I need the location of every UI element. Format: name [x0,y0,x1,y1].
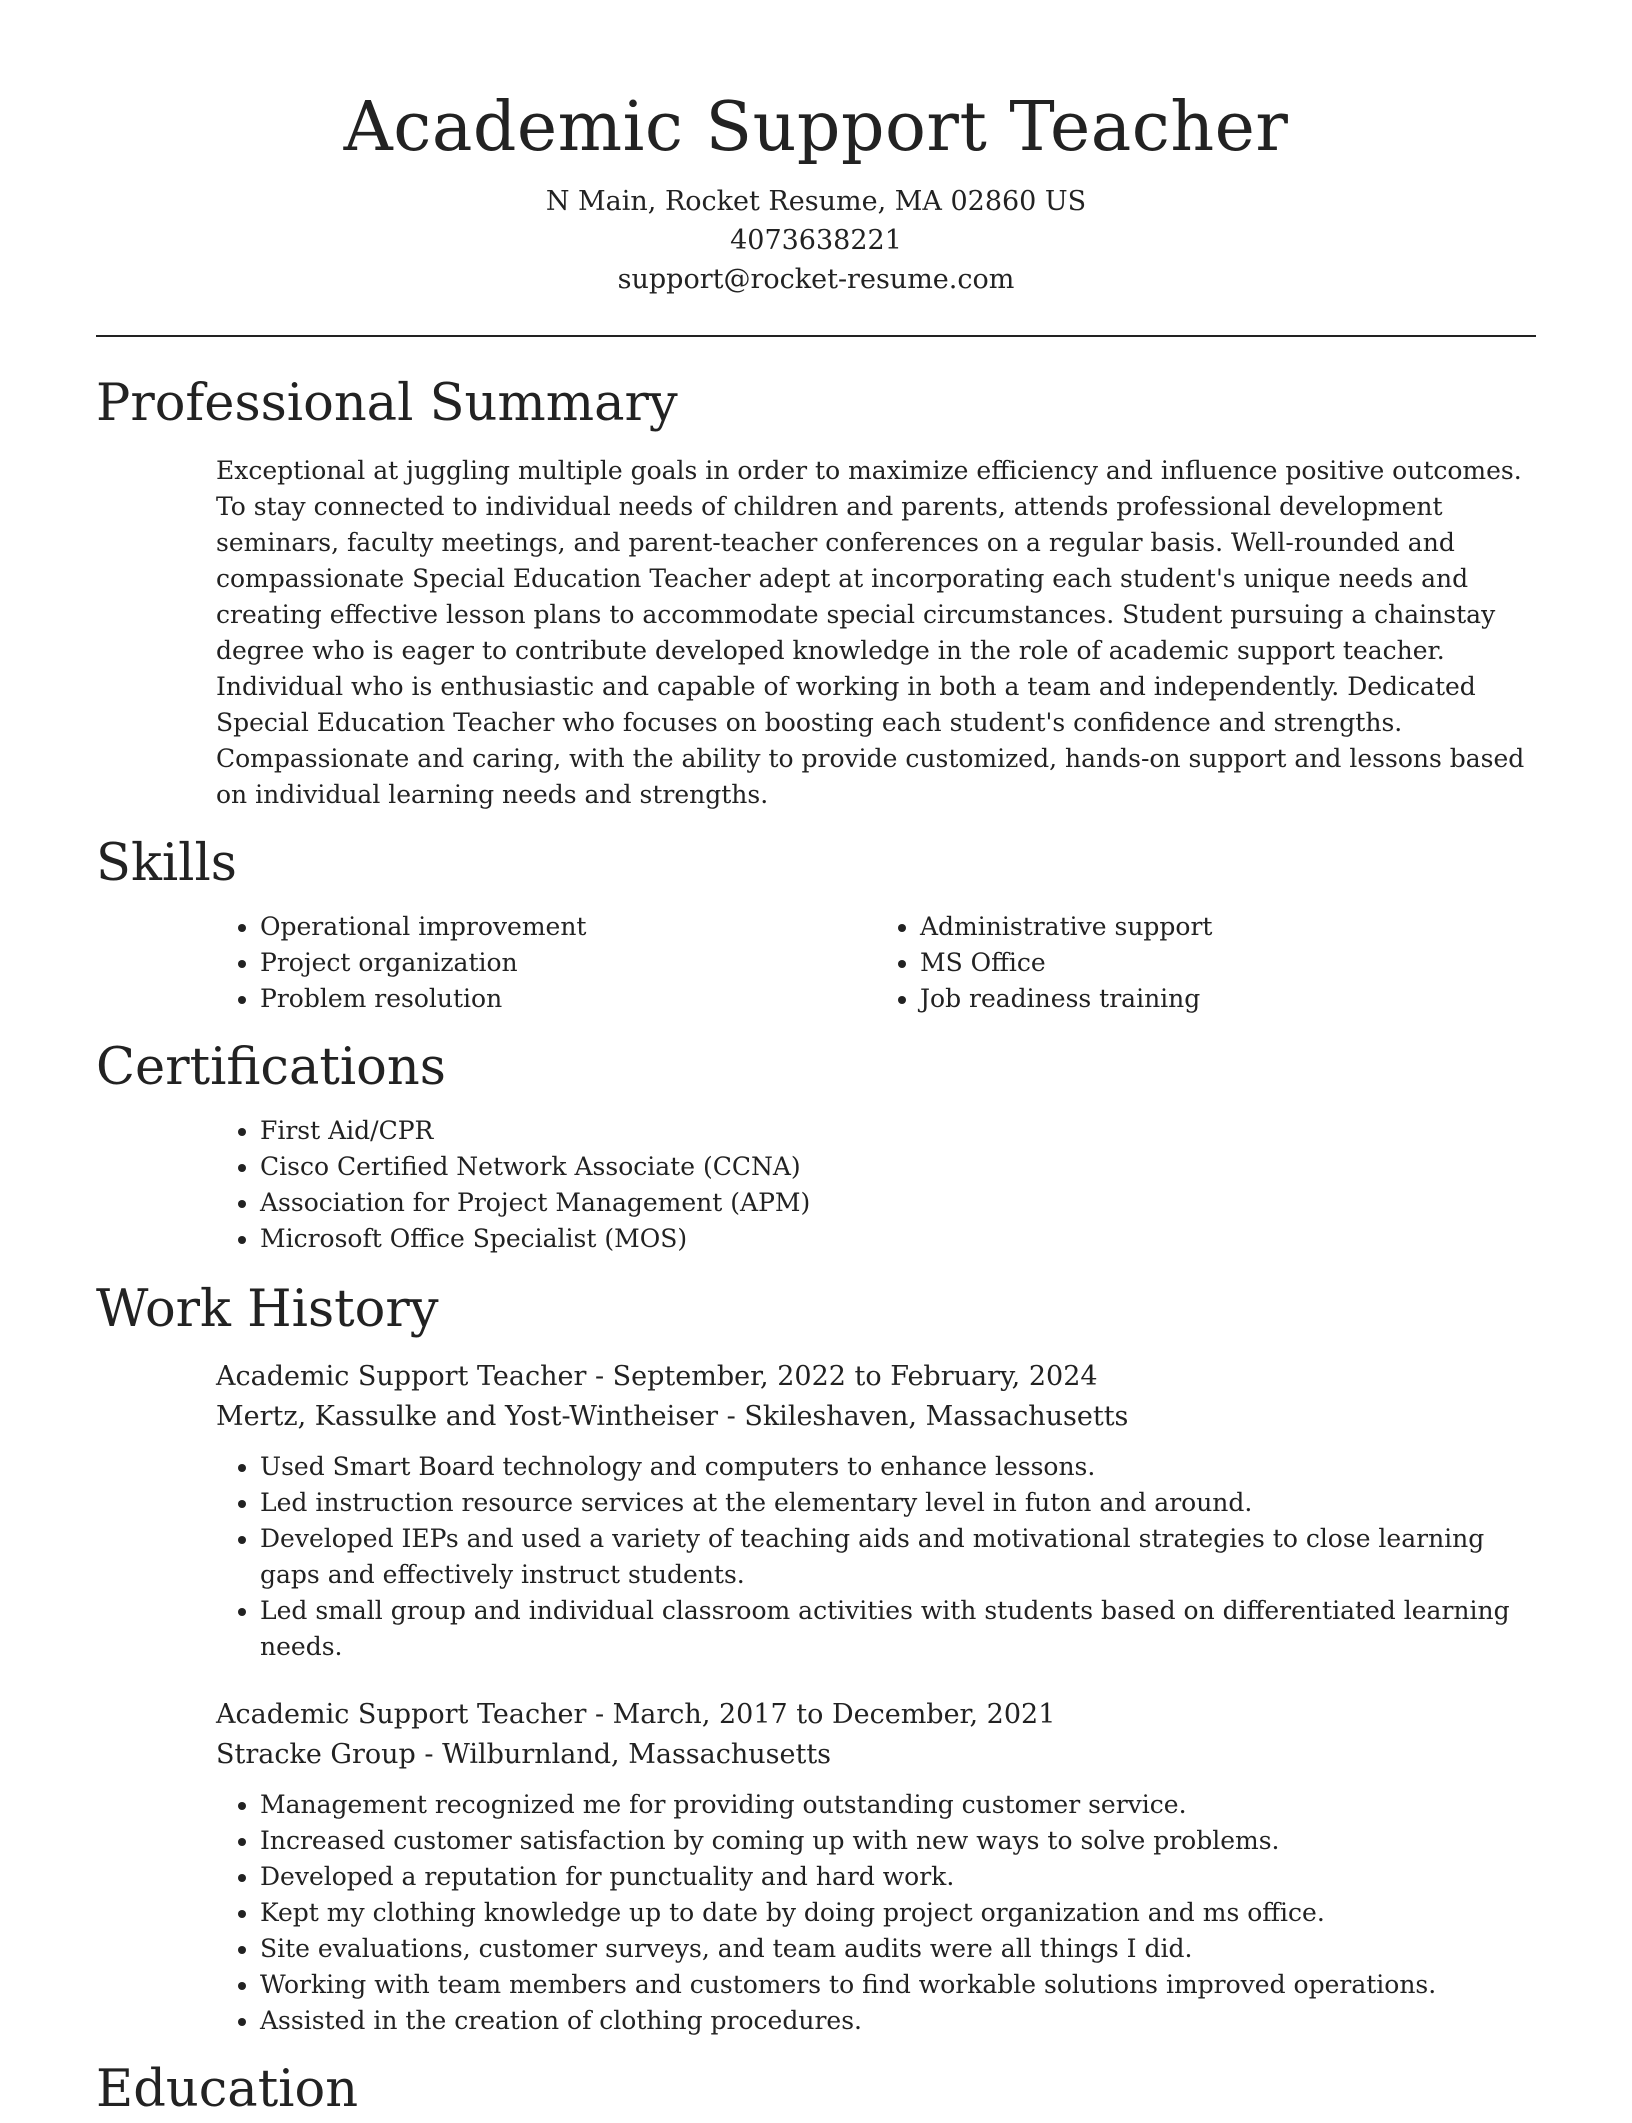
list-item: • MS Office [920,945,1536,981]
list-item: • Project organization [260,945,876,981]
job-company-line [216,1735,1536,1775]
certifications-title: Certifications [96,1038,446,1097]
skills-right-list [876,909,1536,1017]
job-company-line [216,1397,1536,1437]
separator: - [586,1361,613,1392]
certifications-section [96,1035,1536,1257]
job-company: Mertz, Kassulke and Yost-Wintheiser [216,1401,719,1432]
list-item: • Site evaluations, customer surveys, and team audits were all things I did. [260,1931,1536,1967]
list-item: • Operational improvement [260,909,876,945]
phone: 4073638221 [730,225,902,256]
education-title: Education [96,2060,359,2119]
list-item: • First Aid/CPR [260,1113,1536,1149]
job-dates: March, 2017 to December, 2021 [612,1699,1056,1730]
skills-columns [216,909,1536,1017]
list-item: • Job readiness training [920,981,1536,1017]
skills-left-list [216,909,876,1017]
work-history-section [96,1277,1536,2039]
education-section [96,2057,1536,2123]
job-dates: September, 2022 to February, 2024 [612,1361,1098,1392]
list-item: • Cisco Certified Network Associate (CCNA) [260,1149,1536,1185]
summary-title: Professional Summary [96,374,678,433]
list-item: • Microsoft Office Specialist (MOS) [260,1221,1536,1257]
job-entry [216,1357,1536,1665]
email: support@rocket-resume.com [617,264,1015,295]
job-company: Stracke Group [216,1739,416,1770]
certifications-list [216,1113,1536,1257]
list-item: • Association for Project Management (APM) [260,1185,1536,1221]
list-item: • Led instruction resource services at the elementary level in futon and around. [260,1485,1536,1521]
list-item: • Used Smart Board technology and computers to enhance lessons. [260,1449,1536,1485]
job-role: Academic Support Teacher [216,1699,587,1730]
resume-page [96,0,1536,2123]
list-item: • Increased customer satisfaction by coming up with new ways to solve problems. [260,1823,1536,1859]
separator: - [586,1699,613,1730]
list-item: • Developed a reputation for punctuality and hard work. [260,1859,1536,1895]
separator: - [415,1739,443,1770]
job-location: Wilburnland, Massachusetts [442,1739,832,1770]
job-bullets [96,1449,1536,1665]
list-item: • Developed IEPs and used a variety of teaching aids and motivational strategies to close learning gaps and effectively instruct students. [260,1521,1536,1593]
list-item: • Kept my clothing knowledge up to date by doing project organization and ms office. [260,1895,1536,1931]
address: N Main, Rocket Resume, MA 02860 US [545,186,1087,217]
candidate-name: Academic Support Teacher [343,88,1289,167]
work-history-title: Work History [96,1280,439,1339]
skills-title: Skills [96,834,237,893]
job-role: Academic Support Teacher [216,1361,587,1392]
list-item: • Assisted in the creation of clothing procedures. [260,2003,1536,2039]
separator: - [718,1401,745,1432]
job-title-line [216,1357,1536,1397]
skills-section [96,831,1536,1017]
list-item: • Management recognized me for providing outstanding customer service. [260,1787,1536,1823]
summary-section [96,371,1536,813]
job-location: Skileshaven, Massachusetts [744,1401,1129,1432]
list-item: • Administrative support [920,909,1536,945]
job-entry [216,1695,1536,2039]
list-item: • Working with team members and customers to find workable solutions improved operations. [260,1967,1536,2003]
list-item: • Led small group and individual classroom activities with students based on differentiated learning needs. [260,1593,1536,1665]
job-bullets [96,1787,1536,2039]
resume-header [96,0,1536,299]
job-title-line [216,1695,1536,1735]
list-item: • Problem resolution [260,981,876,1017]
header-divider [96,335,1536,337]
contact-info [96,182,1536,299]
summary-text: Exceptional at juggling multiple goals in order to maximize efficiency and influence positive outcomes. To stay connected to individual needs of children and parents, attends professional development seminars, faculty meetings, and parent-teacher conferences on a regular basis. Well-rounded and compassionate Special Education Teacher adept at incorporating each student's unique needs and creating effective lesson plans to accommodate special circumstances. Student pursuing a chainstay degree who is eager to contribute developed knowledge in the role of academic support teacher. Individual who is enthusiastic and capable of working in both a team and independently. Dedicated Special Education Teacher who focuses on boosting each student's confidence and strengths. Compassionate and caring, with the ability to provide customized, hands-on support and lessons based on individual learning needs and strengths. [216,456,1525,809]
